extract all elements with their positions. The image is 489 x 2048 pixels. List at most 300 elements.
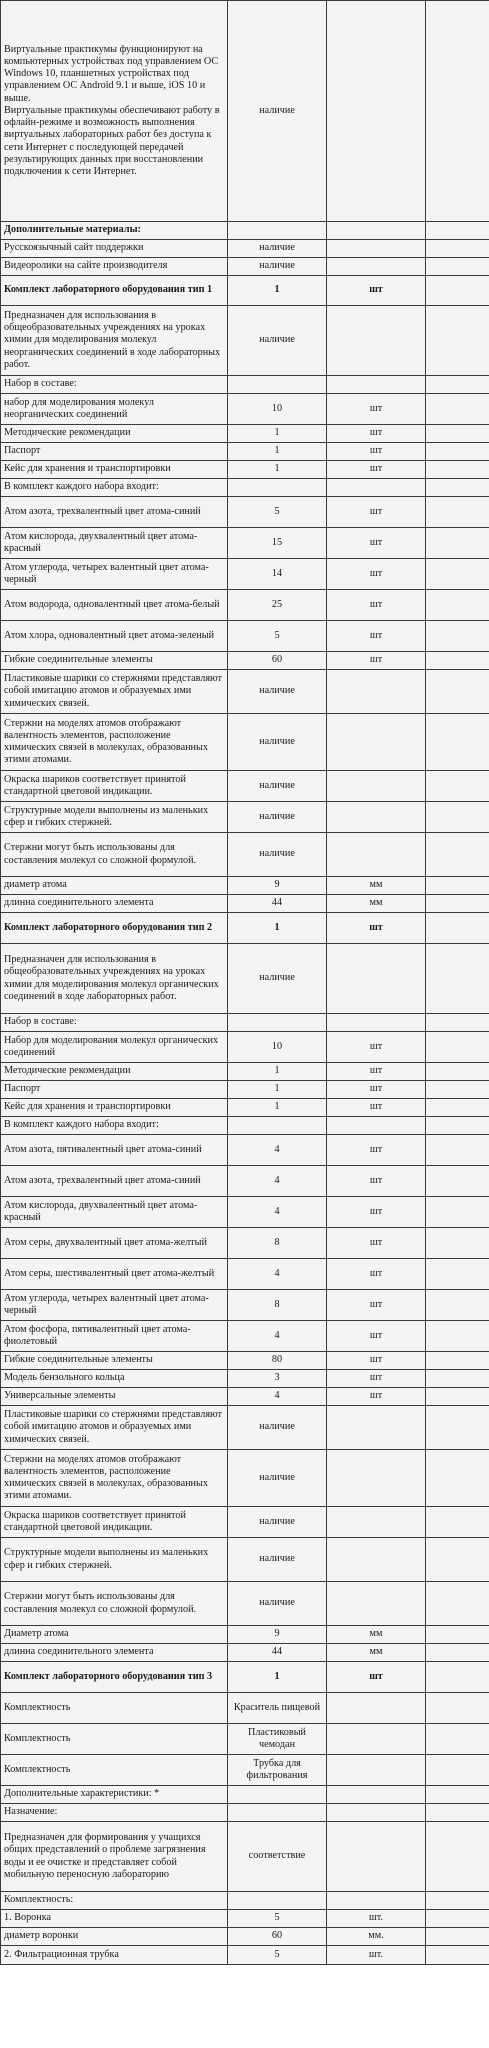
- spec-row: [1, 1117, 489, 1135]
- spec-item-name: Паспорт: [1, 1081, 228, 1099]
- spec-row: [1, 1032, 489, 1063]
- spec-item-name: Комплектность:: [1, 1892, 228, 1910]
- spec-item-name: Структурные модели выполнены из маленьких сфер и гибких стержней.: [1, 1538, 228, 1582]
- specification-table-body: [1, 1, 489, 1965]
- spec-row: [1, 1724, 489, 1755]
- spec-item-unit: [327, 1724, 426, 1755]
- spec-item-name: Пластиковые шарики со стержнями представляют собой имитацию атомов и образуемых ими химических связей.: [1, 1406, 228, 1450]
- spec-item-extra: [426, 559, 489, 590]
- spec-item-value: 4: [228, 1166, 327, 1197]
- spec-item-extra: [426, 306, 489, 376]
- spec-item-extra: [426, 1507, 489, 1538]
- spec-item-name: Пластиковые шарики со стержнями представляют собой имитацию атомов и образуемых ими химических связей.: [1, 670, 228, 714]
- spec-row: [1, 222, 489, 240]
- spec-item-value: 4: [228, 1321, 327, 1352]
- spec-row: [1, 771, 489, 802]
- spec-item-value: наличие: [228, 240, 327, 258]
- spec-item-name: набор для моделирования молекул неорганических соединений: [1, 394, 228, 425]
- spec-item-extra: [426, 1538, 489, 1582]
- spec-item-unit: шт: [327, 276, 426, 306]
- spec-row: [1, 497, 489, 528]
- spec-item-unit: шт: [327, 1063, 426, 1081]
- spec-item-unit: шт: [327, 1370, 426, 1388]
- spec-item-extra: [426, 1755, 489, 1786]
- spec-item-value: [228, 479, 327, 497]
- spec-item-value: наличие: [228, 306, 327, 376]
- spec-item-unit: шт: [327, 1228, 426, 1259]
- spec-item-value: 44: [228, 895, 327, 913]
- spec-item-unit: [327, 240, 426, 258]
- spec-item-extra: [426, 1928, 489, 1946]
- spec-item-value: 1: [228, 1063, 327, 1081]
- spec-row: [1, 1014, 489, 1032]
- spec-item-value: 44: [228, 1644, 327, 1662]
- spec-item-name: Набор в составе:: [1, 1014, 228, 1032]
- spec-row: [1, 1892, 489, 1910]
- spec-item-name: Комплектность: [1, 1724, 228, 1755]
- spec-item-name: Комплект лабораторного оборудования тип 1: [1, 276, 228, 306]
- spec-item-name: Атом азота, трехвалентный цвет атома-синий: [1, 497, 228, 528]
- spec-item-name: Паспорт: [1, 443, 228, 461]
- spec-item-extra: [426, 895, 489, 913]
- spec-item-extra: [426, 913, 489, 944]
- spec-row: [1, 1259, 489, 1290]
- spec-row: [1, 590, 489, 621]
- spec-item-unit: шт: [327, 590, 426, 621]
- spec-row: [1, 1099, 489, 1117]
- spec-item-unit: мм: [327, 1626, 426, 1644]
- spec-item-name: Предназначен для использования в общеобразовательных учреждениях на уроках химии для моделирования молекул неорганических соединений в ходе лабораторных работ.: [1, 306, 228, 376]
- spec-item-value: [228, 376, 327, 394]
- spec-row: [1, 1388, 489, 1406]
- spec-row: [1, 1406, 489, 1450]
- spec-item-name: Комплект лабораторного оборудования тип 2: [1, 913, 228, 944]
- spec-item-value: наличие: [228, 944, 327, 1014]
- spec-row: [1, 559, 489, 590]
- spec-row: [1, 670, 489, 714]
- spec-item-value: 4: [228, 1388, 327, 1406]
- spec-item-extra: [426, 1822, 489, 1892]
- spec-item-unit: [327, 1117, 426, 1135]
- spec-item-unit: [327, 833, 426, 877]
- spec-item-unit: шт: [327, 559, 426, 590]
- spec-item-name: Атом водорода, одновалентный цвет атома-белый: [1, 590, 228, 621]
- spec-item-value: Трубка для фильтрования: [228, 1755, 327, 1786]
- spec-item-name: Стержни на моделях атомов отображают валентность элементов, расположение химических связей в молекулах, образованных этими атомами.: [1, 1450, 228, 1507]
- spec-item-value: наличие: [228, 802, 327, 833]
- spec-item-unit: [327, 1450, 426, 1507]
- spec-item-extra: [426, 771, 489, 802]
- spec-row: [1, 443, 489, 461]
- spec-item-unit: мм: [327, 877, 426, 895]
- spec-item-name: Атом углерода, четырех валентный цвет атома- черный: [1, 1290, 228, 1321]
- spec-row: [1, 833, 489, 877]
- spec-item-value: Пластиковый чемодан: [228, 1724, 327, 1755]
- spec-item-name: Стержни могут быть использованы для составления молекул со сложной формулой.: [1, 833, 228, 877]
- spec-item-unit: [327, 714, 426, 771]
- spec-item-value: 60: [228, 652, 327, 670]
- spec-item-extra: [426, 443, 489, 461]
- spec-item-extra: [426, 1290, 489, 1321]
- spec-item-value: 4: [228, 1197, 327, 1228]
- spec-item-extra: [426, 240, 489, 258]
- spec-item-extra: [426, 652, 489, 670]
- spec-row: [1, 1166, 489, 1197]
- spec-item-name: 2. Фильтрационная трубка: [1, 1946, 228, 1965]
- spec-row: [1, 1626, 489, 1644]
- spec-row: [1, 1582, 489, 1626]
- spec-item-extra: [426, 621, 489, 652]
- spec-item-name: Назначение:: [1, 1804, 228, 1822]
- spec-item-extra: [426, 1724, 489, 1755]
- spec-item-name: Атом хлора, одновалентный цвет атома-зеленый: [1, 621, 228, 652]
- spec-row: [1, 1352, 489, 1370]
- spec-item-name: Атом углерода, четырех валентный цвет атома- черный: [1, 559, 228, 590]
- spec-row: [1, 1507, 489, 1538]
- spec-item-value: 5: [228, 497, 327, 528]
- spec-item-name: 1. Воронка: [1, 1910, 228, 1928]
- spec-row: [1, 714, 489, 771]
- spec-item-unit: шт: [327, 1099, 426, 1117]
- spec-row: [1, 1197, 489, 1228]
- spec-item-extra: [426, 944, 489, 1014]
- spec-row: [1, 1804, 489, 1822]
- spec-item-value: 8: [228, 1228, 327, 1259]
- spec-row: [1, 1450, 489, 1507]
- spec-item-name: Видеоролики на сайте производителя: [1, 258, 228, 276]
- spec-row: [1, 276, 489, 306]
- spec-item-extra: [426, 714, 489, 771]
- spec-row: [1, 1946, 489, 1965]
- spec-item-extra: [426, 1014, 489, 1032]
- spec-item-unit: [327, 944, 426, 1014]
- spec-item-extra: [426, 1259, 489, 1290]
- spec-row: [1, 895, 489, 913]
- spec-item-value: [228, 1117, 327, 1135]
- spec-item-value: 60: [228, 1928, 327, 1946]
- spec-row: [1, 1910, 489, 1928]
- spec-item-name: Виртуальные практикумы функционируют на компьютерных устройствах под управлением ОС Windows 10, планшетных устройствах под управлением ОС Android 9.1 и выше, iOS 10 и выше. Виртуальные практикумы обеспечивают работу в офлайн-режиме и возможность выполнения виртуальных лабораторных работ без доступа к сети Интернет с последующей передачей результирующих данных при восстановлении подключения к сети Интернет.: [1, 1, 228, 222]
- spec-item-unit: [327, 479, 426, 497]
- spec-item-extra: [426, 1406, 489, 1450]
- spec-row: [1, 461, 489, 479]
- spec-item-name: Атом кислорода, двухвалентный цвет атома-красный: [1, 1197, 228, 1228]
- spec-row: [1, 1370, 489, 1388]
- spec-item-name: Методические рекомендации: [1, 425, 228, 443]
- spec-item-unit: шт: [327, 1388, 426, 1406]
- spec-item-unit: [327, 1786, 426, 1804]
- spec-item-value: наличие: [228, 1582, 327, 1626]
- spec-item-name: Дополнительные характеристики: *: [1, 1786, 228, 1804]
- spec-item-extra: [426, 1644, 489, 1662]
- spec-item-unit: [327, 258, 426, 276]
- spec-row: [1, 376, 489, 394]
- spec-row: [1, 877, 489, 895]
- spec-row: [1, 1644, 489, 1662]
- spec-item-value: [228, 1804, 327, 1822]
- spec-item-extra: [426, 1135, 489, 1166]
- spec-row: [1, 1786, 489, 1804]
- spec-row: [1, 1538, 489, 1582]
- spec-item-extra: [426, 258, 489, 276]
- spec-item-name: Набор в составе:: [1, 376, 228, 394]
- spec-item-extra: [426, 1786, 489, 1804]
- spec-row: [1, 1135, 489, 1166]
- spec-row: [1, 240, 489, 258]
- spec-item-value: 80: [228, 1352, 327, 1370]
- spec-item-unit: шт: [327, 443, 426, 461]
- spec-item-value: 25: [228, 590, 327, 621]
- spec-row: [1, 913, 489, 944]
- spec-item-unit: [327, 1406, 426, 1450]
- spec-item-extra: [426, 1804, 489, 1822]
- spec-item-value: 9: [228, 1626, 327, 1644]
- spec-item-unit: шт: [327, 1081, 426, 1099]
- spec-item-extra: [426, 1693, 489, 1724]
- spec-row: [1, 621, 489, 652]
- spec-item-extra: [426, 376, 489, 394]
- spec-item-unit: шт: [327, 1032, 426, 1063]
- spec-item-value: 5: [228, 621, 327, 652]
- spec-item-value: 10: [228, 1032, 327, 1063]
- spec-item-extra: [426, 802, 489, 833]
- spec-item-value: 5: [228, 1910, 327, 1928]
- spec-item-extra: [426, 1, 489, 222]
- spec-item-unit: шт: [327, 621, 426, 652]
- spec-item-unit: шт: [327, 461, 426, 479]
- spec-row: [1, 1290, 489, 1321]
- spec-item-unit: шт: [327, 497, 426, 528]
- spec-item-unit: [327, 1822, 426, 1892]
- spec-item-unit: [327, 306, 426, 376]
- spec-item-extra: [426, 276, 489, 306]
- spec-item-unit: шт: [327, 394, 426, 425]
- spec-item-extra: [426, 1946, 489, 1965]
- spec-item-name: Атом серы, двухвалентный цвет атома-желтый: [1, 1228, 228, 1259]
- spec-item-unit: [327, 1014, 426, 1032]
- spec-item-name: Стержни могут быть использованы для составления молекул со сложной формулой.: [1, 1582, 228, 1626]
- spec-item-value: 4: [228, 1259, 327, 1290]
- spec-item-unit: [327, 376, 426, 394]
- spec-item-extra: [426, 1081, 489, 1099]
- spec-item-value: 1: [228, 1099, 327, 1117]
- spec-item-name: В комплект каждого набора входит:: [1, 1117, 228, 1135]
- spec-item-name: Предназначен для формирования у учащихся общих представлений о проблеме загрязнения воды и ее очистке и представляет собой мобильную переносную лабораторию: [1, 1822, 228, 1892]
- spec-item-unit: [327, 1693, 426, 1724]
- spec-item-name: Окраска шариков соответствует принятой стандартной цветовой индикации.: [1, 1507, 228, 1538]
- spec-item-extra: [426, 1228, 489, 1259]
- spec-item-name: Окраска шариков соответствует принятой стандартной цветовой индикации.: [1, 771, 228, 802]
- spec-row: [1, 1063, 489, 1081]
- spec-item-name: длинна соединительного элемента: [1, 895, 228, 913]
- spec-item-extra: [426, 1197, 489, 1228]
- spec-item-extra: [426, 1166, 489, 1197]
- spec-item-unit: шт: [327, 1259, 426, 1290]
- spec-row: [1, 1822, 489, 1892]
- spec-item-extra: [426, 590, 489, 621]
- spec-item-extra: [426, 833, 489, 877]
- spec-item-unit: шт: [327, 1197, 426, 1228]
- spec-item-value: 10: [228, 394, 327, 425]
- spec-item-extra: [426, 425, 489, 443]
- spec-item-unit: шт.: [327, 1910, 426, 1928]
- spec-item-extra: [426, 394, 489, 425]
- spec-item-extra: [426, 877, 489, 895]
- spec-item-value: 1: [228, 1081, 327, 1099]
- spec-item-unit: шт: [327, 1290, 426, 1321]
- spec-item-value: 8: [228, 1290, 327, 1321]
- spec-item-unit: шт: [327, 528, 426, 559]
- spec-item-extra: [426, 497, 489, 528]
- spec-item-extra: [426, 670, 489, 714]
- spec-item-extra: [426, 1388, 489, 1406]
- spec-row: [1, 528, 489, 559]
- spec-item-value: наличие: [228, 1538, 327, 1582]
- spec-item-name: Комплект лабораторного оборудования тип 3: [1, 1662, 228, 1693]
- spec-item-unit: мм.: [327, 1928, 426, 1946]
- spec-item-name: Гибкие соединительные элементы: [1, 1352, 228, 1370]
- spec-item-value: 1: [228, 443, 327, 461]
- spec-item-value: 5: [228, 1946, 327, 1965]
- spec-item-value: наличие: [228, 670, 327, 714]
- spec-item-value: наличие: [228, 833, 327, 877]
- spec-item-extra: [426, 1582, 489, 1626]
- spec-item-extra: [426, 1910, 489, 1928]
- spec-row: [1, 425, 489, 443]
- spec-item-extra: [426, 1032, 489, 1063]
- spec-item-value: наличие: [228, 1450, 327, 1507]
- spec-row: [1, 258, 489, 276]
- spec-item-extra: [426, 1662, 489, 1693]
- spec-item-unit: [327, 1892, 426, 1910]
- spec-item-unit: шт: [327, 913, 426, 944]
- spec-item-name: Дополнительные материалы:: [1, 222, 228, 240]
- spec-item-name: Универсальные элементы: [1, 1388, 228, 1406]
- spec-item-value: наличие: [228, 1, 327, 222]
- spec-item-unit: [327, 1, 426, 222]
- spec-item-name: Атом кислорода, двухвалентный цвет атома-красный: [1, 528, 228, 559]
- spec-row: [1, 1693, 489, 1724]
- spec-item-value: [228, 1786, 327, 1804]
- spec-item-value: 9: [228, 877, 327, 895]
- spec-row: [1, 1, 489, 222]
- spec-item-name: Русскоязычный сайт поддержки: [1, 240, 228, 258]
- spec-item-unit: шт: [327, 1321, 426, 1352]
- spec-row: [1, 1928, 489, 1946]
- spec-item-value: наличие: [228, 714, 327, 771]
- spec-row: [1, 1321, 489, 1352]
- spec-item-unit: [327, 771, 426, 802]
- spec-item-value: 1: [228, 276, 327, 306]
- spec-row: [1, 394, 489, 425]
- spec-item-value: Краситель пищевой: [228, 1693, 327, 1724]
- spec-item-value: наличие: [228, 258, 327, 276]
- spec-item-unit: [327, 1507, 426, 1538]
- spec-item-name: Предназначен для использования в общеобразовательных учреждениях на уроках химии для моделирования молекул органических соединений в ходе лабораторных работ.: [1, 944, 228, 1014]
- spec-item-name: В комплект каждого набора входит:: [1, 479, 228, 497]
- spec-item-value: [228, 1014, 327, 1032]
- spec-item-name: Диаметр атома: [1, 1626, 228, 1644]
- spec-item-name: диаметр воронки: [1, 1928, 228, 1946]
- spec-item-unit: [327, 1582, 426, 1626]
- spec-item-value: 14: [228, 559, 327, 590]
- spec-item-unit: мм: [327, 1644, 426, 1662]
- spec-item-name: Модель бензольного кольца: [1, 1370, 228, 1388]
- spec-item-value: 1: [228, 425, 327, 443]
- spec-row: [1, 1755, 489, 1786]
- spec-item-value: 15: [228, 528, 327, 559]
- spec-item-name: Атом азота, трехвалентный цвет атома-синий: [1, 1166, 228, 1197]
- spec-row: [1, 802, 489, 833]
- spec-item-name: Набор для моделирования молекул органических соединений: [1, 1032, 228, 1063]
- spec-item-unit: шт: [327, 1135, 426, 1166]
- spec-item-name: диаметр атома: [1, 877, 228, 895]
- spec-item-extra: [426, 479, 489, 497]
- spec-item-unit: [327, 222, 426, 240]
- spec-row: [1, 479, 489, 497]
- spec-item-value: соответствие: [228, 1822, 327, 1892]
- spec-item-extra: [426, 1626, 489, 1644]
- spec-item-extra: [426, 1450, 489, 1507]
- spec-item-name: Кейс для хранения и транспортировки: [1, 1099, 228, 1117]
- spec-item-value: [228, 222, 327, 240]
- spec-item-unit: [327, 1538, 426, 1582]
- spec-item-name: Методические рекомендации: [1, 1063, 228, 1081]
- spec-item-unit: шт: [327, 1352, 426, 1370]
- spec-item-name: Комплектность: [1, 1755, 228, 1786]
- spec-item-value: 1: [228, 461, 327, 479]
- spec-row: [1, 1228, 489, 1259]
- spec-item-unit: [327, 1804, 426, 1822]
- spec-item-extra: [426, 461, 489, 479]
- spec-item-value: 4: [228, 1135, 327, 1166]
- spec-item-unit: шт.: [327, 1946, 426, 1965]
- spec-item-name: Кейс для хранения и транспортировки: [1, 461, 228, 479]
- spec-item-unit: [327, 670, 426, 714]
- spec-item-value: наличие: [228, 1406, 327, 1450]
- spec-item-unit: [327, 1755, 426, 1786]
- spec-item-value: наличие: [228, 771, 327, 802]
- spec-item-extra: [426, 1892, 489, 1910]
- spec-item-value: наличие: [228, 1507, 327, 1538]
- spec-item-extra: [426, 1321, 489, 1352]
- spec-item-extra: [426, 1370, 489, 1388]
- spec-row: [1, 306, 489, 376]
- spec-item-value: 1: [228, 1662, 327, 1693]
- spec-item-name: Структурные модели выполнены из маленьких сфер и гибких стержней.: [1, 802, 228, 833]
- spec-row: [1, 1081, 489, 1099]
- spec-item-name: Атом азота, пятивалентный цвет атома-синий: [1, 1135, 228, 1166]
- spec-item-name: Атом фосфора, пятивалентный цвет атома-фиолетовый: [1, 1321, 228, 1352]
- spec-row: [1, 652, 489, 670]
- spec-item-extra: [426, 1352, 489, 1370]
- spec-item-unit: шт: [327, 1166, 426, 1197]
- spec-item-name: Стержни на моделях атомов отображают валентность элементов, расположение химических связей в молекулах, образованных этими атомами.: [1, 714, 228, 771]
- spec-item-name: длинна соединительного элемента: [1, 1644, 228, 1662]
- spec-item-extra: [426, 222, 489, 240]
- spec-item-extra: [426, 528, 489, 559]
- spec-item-value: 1: [228, 913, 327, 944]
- spec-item-name: Комплектность: [1, 1693, 228, 1724]
- spec-item-name: Атом серы, шестивалентный цвет атома-желтый: [1, 1259, 228, 1290]
- spec-item-unit: шт: [327, 1662, 426, 1693]
- spec-row: [1, 944, 489, 1014]
- spec-item-unit: шт: [327, 652, 426, 670]
- spec-item-unit: мм: [327, 895, 426, 913]
- spec-item-extra: [426, 1063, 489, 1081]
- spec-item-value: [228, 1892, 327, 1910]
- spec-row: [1, 1662, 489, 1693]
